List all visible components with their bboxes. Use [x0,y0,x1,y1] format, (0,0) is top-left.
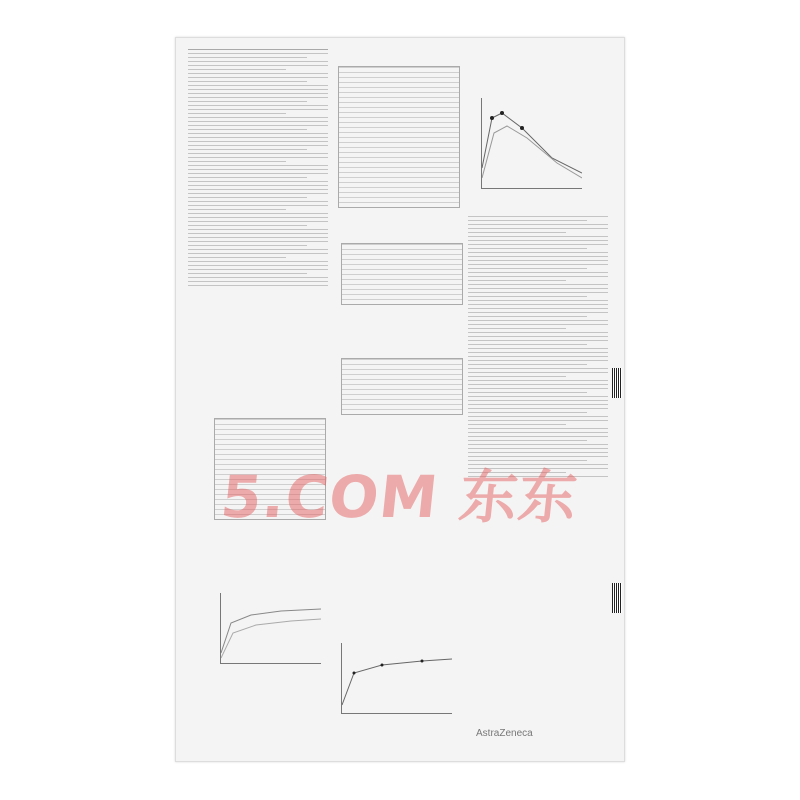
data-table-4 [341,358,463,415]
figure-1-plot [220,593,321,664]
text-column-3 [468,213,608,480]
leaflet-sheet [175,37,625,762]
data-table-3 [341,243,463,305]
watermark: 5.COM 东东 [217,463,582,531]
figure-2-plot [341,643,452,714]
figure-2-curves [342,643,452,713]
data-table-2 [338,66,460,208]
barcode-right-1 [612,368,622,398]
figure-1-curves [221,593,321,663]
figure-3-plot [481,98,582,189]
figure-3-curves [482,98,582,188]
astrazeneca-logo [476,728,533,739]
brand-logo-text: AstraZeneca [476,728,533,739]
barcode-right-2 [612,583,622,613]
